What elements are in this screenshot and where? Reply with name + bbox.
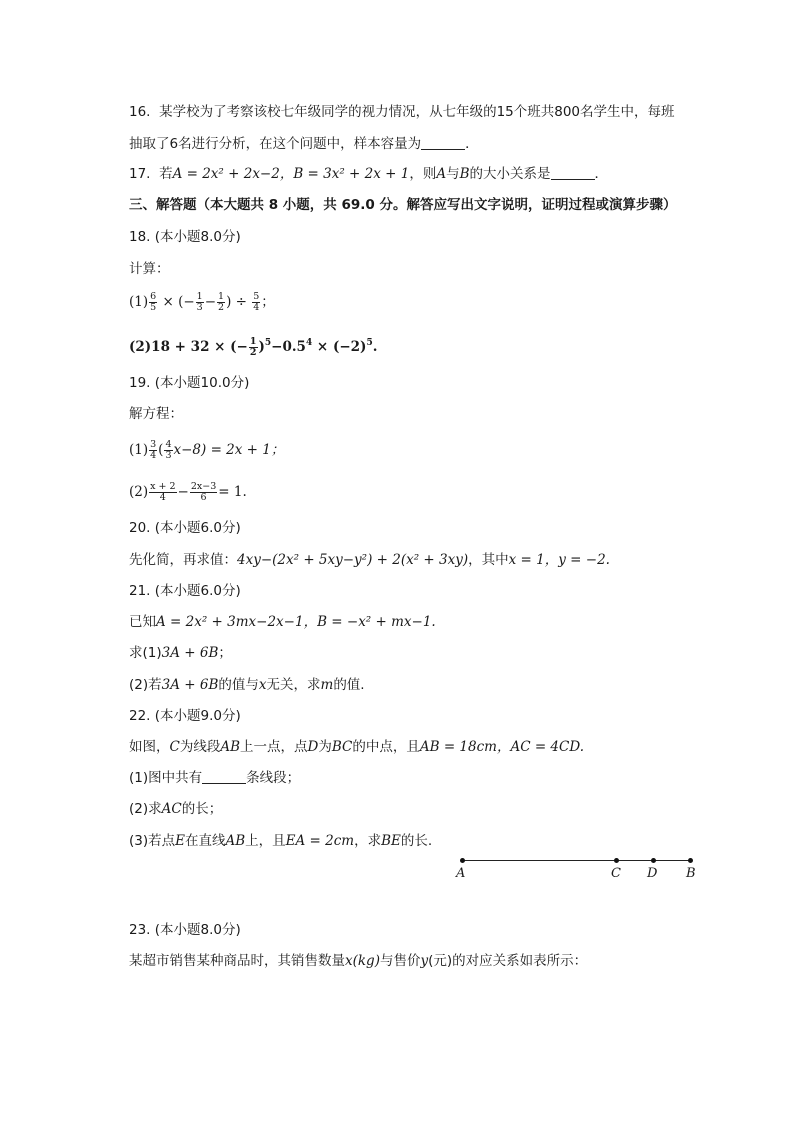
q22-var: BC xyxy=(331,739,353,755)
section-heading: 三、解答题（本大题共 8 小题，共 69.0 分。解答应写出文字说明，证明过程或演算步骤） xyxy=(129,197,677,213)
math-text: ) ÷ xyxy=(226,294,252,310)
q22-text: 条线段； xyxy=(246,770,301,786)
q21-text: 求(1) xyxy=(129,645,162,661)
math-text: −0.5 xyxy=(271,339,306,355)
math-text: ( xyxy=(158,442,164,458)
q23-var: y xyxy=(420,953,429,969)
q22-condition: AB = 18cm，AC = 4CD. xyxy=(419,739,584,755)
exponent: 5 xyxy=(366,338,373,348)
q17-expression: A = 2x² + 2x−2，B = 3x² + 2x + 1 xyxy=(172,166,410,182)
q16-period: ． xyxy=(465,136,479,152)
q21-text: (2)若 xyxy=(129,677,162,693)
q22-part2 xyxy=(129,799,222,819)
q19-intro: 解方程： xyxy=(129,406,183,422)
q21-given xyxy=(129,612,436,632)
q20-heading: 20. (本小题6.0分) xyxy=(129,520,241,536)
q22-text: 为线段 xyxy=(179,739,221,755)
q17-line xyxy=(129,164,608,184)
part-label: (1) xyxy=(129,294,149,310)
q21-text: ； xyxy=(218,645,232,661)
q21-text: 的值与 xyxy=(218,677,259,693)
q22-text: 在直线 xyxy=(184,833,226,849)
q18-heading: 18. (本小题8.0分) xyxy=(129,229,241,245)
q22-heading: 22. (本小题9.0分) xyxy=(129,708,241,724)
q17-with: 与 xyxy=(446,166,460,182)
q20-text: 先化简，再求值： xyxy=(129,552,237,568)
answer-blank[interactable] xyxy=(202,769,246,784)
q23-body xyxy=(129,951,587,971)
q23-text: (元)的对应关系如表所示： xyxy=(428,953,588,969)
q21-expression: A = 2x² + 3mx−2x−1，B = −x² + mx−1. xyxy=(156,614,436,630)
math-text: ； xyxy=(261,294,275,310)
q16-line1 xyxy=(129,102,675,122)
q19-part1 xyxy=(129,440,284,461)
segment-line-ab xyxy=(462,860,691,861)
q20-text: ，其中 xyxy=(468,552,509,568)
q16-number: 16. xyxy=(129,104,151,120)
math-text: 18 + 32 × (− xyxy=(151,339,248,355)
point-label-a: A xyxy=(456,866,466,881)
math-text: × (− xyxy=(158,294,195,310)
fraction: $\frac{3}{4}$ xyxy=(150,439,157,461)
q21-text: 无关，求 xyxy=(266,677,321,693)
math-text: x−8) = 2x + 1； xyxy=(173,442,285,458)
math-text: = 1. xyxy=(218,484,247,500)
q22-var: D xyxy=(307,739,319,755)
q23-text: 与售价 xyxy=(379,953,421,969)
q22-part3 xyxy=(129,831,432,851)
fraction: $\frac{x + 2}{4}$ xyxy=(150,481,176,503)
q22-part1 xyxy=(129,768,300,788)
q21-text: 的值. xyxy=(333,677,365,693)
q22-text: 的长. xyxy=(400,833,433,849)
q22-text: (2)求 xyxy=(129,801,162,817)
point-label-d: D xyxy=(647,866,658,881)
q17-var-b: B xyxy=(459,166,470,182)
q23-var: x(kg) xyxy=(345,953,380,969)
point-b-dot xyxy=(688,858,693,863)
point-label-c: C xyxy=(611,866,621,881)
q20-expression: 4xy−(2x² + 5xy−y²) + 2(x² + 3xy) xyxy=(237,552,469,568)
q23-text: 某超市销售某种商品时，其销售数量 xyxy=(129,953,345,969)
math-text: . xyxy=(372,339,378,355)
q22-text: 为 xyxy=(318,739,332,755)
q22-text: 上一点，点 xyxy=(240,739,308,755)
q22-text: 的中点，且 xyxy=(352,739,420,755)
math-text: × (−2) xyxy=(312,339,367,355)
q22-text: (3)若点 xyxy=(129,833,176,849)
q22-text: ，求 xyxy=(354,833,382,849)
q18-part1 xyxy=(129,292,275,313)
q22-var: AB xyxy=(220,739,241,755)
point-label-b: B xyxy=(686,866,696,881)
q17-suffix: 的大小关系是 xyxy=(469,166,551,182)
q21-text: 已知 xyxy=(129,614,156,630)
exponent: 5 xyxy=(264,338,272,348)
q18-intro: 计算： xyxy=(129,261,170,277)
q22-var: AB xyxy=(225,833,246,849)
q17-var-a: A xyxy=(436,166,447,182)
q21-part2 xyxy=(129,675,365,695)
q16-line2 xyxy=(129,134,479,154)
fraction: $\frac{5}{4}$ xyxy=(253,291,260,313)
fraction: $\frac{2x-3}{6}$ xyxy=(190,481,217,503)
math-text: ) xyxy=(258,339,265,355)
q22-text: 上，且 xyxy=(245,833,286,849)
q19-heading: 19. (本小题10.0分) xyxy=(129,375,250,391)
q22-condition: EA = 2cm xyxy=(285,833,355,849)
answer-blank[interactable] xyxy=(421,135,465,150)
q21-heading: 21. (本小题6.0分) xyxy=(129,583,241,599)
q22-intro xyxy=(129,737,584,757)
q21-expression: 3A + 6B xyxy=(161,677,219,693)
q22-var: AC xyxy=(161,801,182,817)
q23-heading: 23. (本小题8.0分) xyxy=(129,922,241,938)
q16-text-line2: 抽取了6名进行分析，在这个问题中，样本容量为 xyxy=(129,136,422,152)
math-text: − xyxy=(177,484,189,500)
q20-condition: x = 1，y = −2. xyxy=(508,552,610,568)
answer-blank[interactable] xyxy=(551,165,595,180)
q21-part1 xyxy=(129,643,232,663)
q22-var: E xyxy=(175,833,185,849)
q22-text: 如图， xyxy=(129,739,170,755)
q19-part2 xyxy=(129,482,247,503)
part-label: (2) xyxy=(129,484,149,500)
fraction: $\frac{1}{2}$ xyxy=(218,291,225,313)
q21-expression: 3A + 6B xyxy=(161,645,219,661)
q18-part2 xyxy=(129,337,377,358)
math-text: − xyxy=(204,294,217,310)
q22-var: BE xyxy=(381,833,401,849)
q20-body xyxy=(129,550,610,570)
q17-number: 17. xyxy=(129,166,151,182)
point-d-dot xyxy=(651,858,656,863)
exponent: 4 xyxy=(305,338,313,348)
q16-text-line1: 某学校为了考察该校七年级同学的视力情况，从七年级的15个班共800名学生中，每班 xyxy=(159,104,675,120)
part-label: (2) xyxy=(129,339,152,355)
q21-var: m xyxy=(320,677,334,693)
q22-text: 的长； xyxy=(181,801,223,817)
point-c-dot xyxy=(614,858,619,863)
q22-var: C xyxy=(169,739,180,755)
q21-var: x xyxy=(258,677,267,693)
fraction: $\frac{1}{2}$ xyxy=(249,336,257,358)
q17-period: ． xyxy=(594,166,609,182)
fraction: $\frac{1}{3}$ xyxy=(196,291,203,313)
part-label: (1) xyxy=(129,442,149,458)
q22-text: (1)图中共有 xyxy=(129,770,203,786)
point-a-dot xyxy=(460,858,465,863)
q17-prefix: 若 xyxy=(159,166,173,182)
q17-mid: ，则 xyxy=(409,166,437,182)
fraction: $\frac{4}{3}$ xyxy=(165,439,172,461)
fraction: $\frac{6}{5}$ xyxy=(150,291,157,313)
